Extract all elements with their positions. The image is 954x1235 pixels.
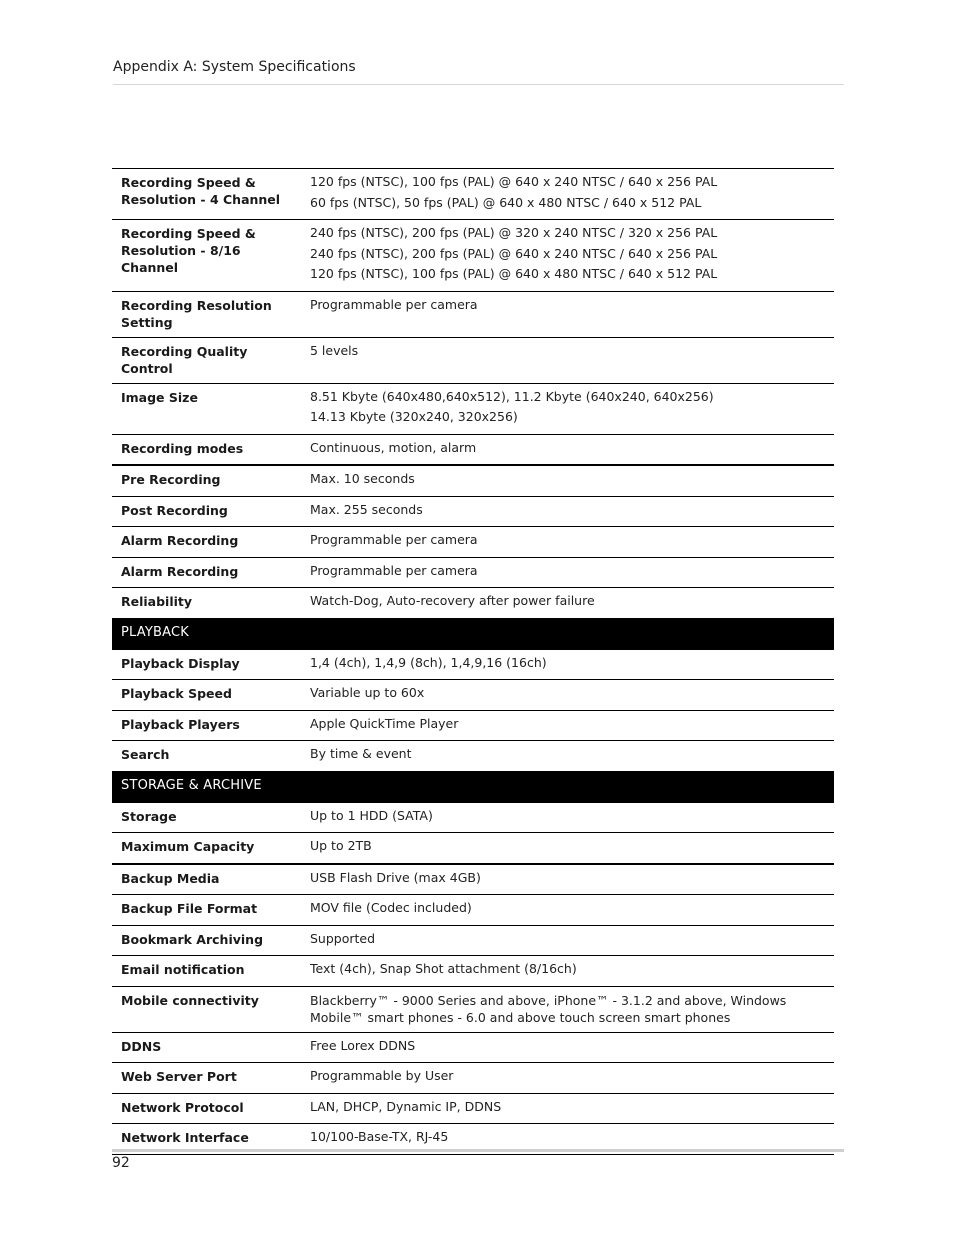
spec-value	[301, 741, 834, 771]
spec-row	[112, 383, 834, 434]
spec-value	[301, 802, 834, 833]
spec-label: Bookmark Archiving	[112, 925, 301, 956]
spec-value-line: 1,4 (4ch), 1,4,9 (8ch), 1,4,9,16 (16ch)	[310, 654, 547, 670]
spec-value	[301, 895, 834, 926]
spec-row	[112, 680, 834, 711]
spec-row	[112, 220, 834, 292]
spec-value-line: Programmable per camera	[310, 296, 478, 312]
spec-row	[112, 496, 834, 527]
spec-row	[112, 291, 834, 337]
spec-row	[112, 588, 834, 618]
spec-value-line: LAN, DHCP, Dynamic IP, DDNS	[310, 1098, 502, 1114]
spec-value-line: Apple QuickTime Player	[310, 715, 459, 731]
spec-value-line: 120 fps (NTSC), 100 fps (PAL) @ 640 x 480 NTSC / 640 x 512 PAL	[310, 266, 718, 281]
specifications-table	[112, 168, 834, 1155]
spec-value	[301, 291, 834, 337]
page-header-title: Appendix A: System Specifications	[113, 59, 356, 75]
spec-value	[301, 383, 834, 434]
spec-label: Backup Media	[112, 864, 301, 895]
section-header-row	[112, 618, 834, 650]
spec-value-line: Up to 1 HDD (SATA)	[310, 807, 433, 823]
spec-label: Reliability	[112, 588, 301, 618]
spec-value-line: 14.13 Kbyte (320x240, 320x256)	[310, 409, 518, 424]
spec-row	[112, 465, 834, 496]
spec-label: Playback Players	[112, 710, 301, 741]
spec-label: Storage	[112, 802, 301, 833]
spec-value-line: Watch-Dog, Auto-recovery after power failure	[310, 593, 595, 608]
spec-value	[301, 1032, 834, 1063]
spec-row	[112, 649, 834, 680]
spec-row	[112, 895, 834, 926]
spec-value-line: Up to 2TB	[310, 838, 372, 853]
spec-value-line: Continuous, motion, alarm	[310, 439, 477, 455]
spec-label: Recording Speed & Resolution - 4 Channel	[112, 169, 301, 220]
footer-divider	[112, 1149, 844, 1152]
spec-label: Playback Display	[112, 649, 301, 680]
spec-value	[301, 864, 834, 895]
spec-value	[301, 220, 834, 292]
spec-label: Network Protocol	[112, 1093, 301, 1124]
spec-label: Network Interface	[112, 1124, 301, 1155]
spec-value	[301, 1063, 834, 1094]
spec-value-line: 8.51 Kbyte (640x480,640x512), 11.2 Kbyte (640x240, 640x256)	[310, 388, 714, 404]
spec-label: Pre Recording	[112, 465, 301, 496]
spec-value-line: Programmable per camera	[310, 532, 478, 547]
spec-value	[301, 956, 834, 987]
spec-label: DDNS	[112, 1032, 301, 1063]
spec-label: Recording modes	[112, 434, 301, 465]
spec-row	[112, 434, 834, 465]
spec-value	[301, 986, 834, 1032]
header-divider	[113, 84, 844, 85]
spec-value	[301, 1093, 834, 1124]
spec-value-line: Max. 255 seconds	[310, 501, 423, 517]
section-header-title: STORAGE & ARCHIVE	[112, 771, 834, 803]
spec-label: Recording Quality Control	[112, 337, 301, 383]
spec-value-line: USB Flash Drive (max 4GB)	[310, 869, 481, 885]
spec-row	[112, 864, 834, 895]
spec-label: Recording Resolution Setting	[112, 291, 301, 337]
spec-label: Post Recording	[112, 496, 301, 527]
spec-value-line: By time & event	[310, 746, 412, 761]
spec-label: Mobile connectivity	[112, 986, 301, 1032]
section-header-row	[112, 771, 834, 803]
spec-label: Backup File Format	[112, 895, 301, 926]
spec-row	[112, 741, 834, 771]
spec-row	[112, 956, 834, 987]
spec-label: Email notification	[112, 956, 301, 987]
spec-label: Alarm Recording	[112, 557, 301, 588]
spec-value-line: Blackberry™ - 9000 Series and above, iPhone™ - 3.1.2 and above, Windows Mobile™ smart phones - 6.0 and above touch screen smart phones	[310, 992, 787, 1025]
spec-row	[112, 337, 834, 383]
spec-value-line: MOV file (Codec included)	[310, 900, 472, 915]
spec-value-line: Text (4ch), Snap Shot attachment (8/16ch)	[310, 961, 577, 976]
spec-row	[112, 710, 834, 741]
spec-value	[301, 465, 834, 496]
specifications-table-body	[112, 169, 834, 1155]
spec-value	[301, 496, 834, 527]
spec-value-line: Supported	[310, 930, 376, 946]
spec-value-line: Programmable by User	[310, 1068, 454, 1083]
spec-row	[112, 527, 834, 558]
spec-value-line: Max. 10 seconds	[310, 471, 415, 486]
spec-value-line: 5 levels	[310, 342, 359, 358]
spec-value	[301, 833, 834, 864]
spec-row	[112, 1063, 834, 1094]
spec-value	[301, 649, 834, 680]
spec-label: Web Server Port	[112, 1063, 301, 1094]
spec-label: Playback Speed	[112, 680, 301, 711]
section-header-title: PLAYBACK	[112, 618, 834, 650]
spec-value	[301, 925, 834, 956]
spec-row	[112, 833, 834, 864]
spec-row	[112, 986, 834, 1032]
spec-label: Recording Speed & Resolution - 8/16 Channel	[112, 220, 301, 292]
spec-value-line: Free Lorex DDNS	[310, 1037, 416, 1053]
spec-value-line: 240 fps (NTSC), 200 fps (PAL) @ 640 x 240 NTSC / 640 x 256 PAL	[310, 245, 718, 261]
spec-value	[301, 588, 834, 618]
spec-value-line: Programmable per camera	[310, 562, 478, 578]
spec-row	[112, 1032, 834, 1063]
spec-row	[112, 925, 834, 956]
spec-label: Maximum Capacity	[112, 833, 301, 864]
spec-value	[301, 337, 834, 383]
spec-value	[301, 557, 834, 588]
spec-value-line: 10/100-Base-TX, RJ-45	[310, 1129, 449, 1144]
spec-value-line: 60 fps (NTSC), 50 fps (PAL) @ 640 x 480 NTSC / 640 x 512 PAL	[310, 194, 702, 210]
spec-row	[112, 1093, 834, 1124]
spec-value	[301, 169, 834, 220]
spec-value	[301, 434, 834, 465]
spec-label: Search	[112, 741, 301, 771]
spec-value	[301, 710, 834, 741]
spec-row	[112, 802, 834, 833]
spec-value-line: Variable up to 60x	[310, 685, 425, 700]
spec-value	[301, 527, 834, 558]
spec-value	[301, 680, 834, 711]
spec-row	[112, 169, 834, 220]
spec-label: Alarm Recording	[112, 527, 301, 558]
spec-row	[112, 557, 834, 588]
spec-value-line: 240 fps (NTSC), 200 fps (PAL) @ 320 x 240 NTSC / 320 x 256 PAL	[310, 225, 718, 240]
spec-label: Image Size	[112, 383, 301, 434]
page-number: 92	[112, 1155, 130, 1171]
spec-value-line: 120 fps (NTSC), 100 fps (PAL) @ 640 x 240 NTSC / 640 x 256 PAL	[310, 174, 718, 189]
